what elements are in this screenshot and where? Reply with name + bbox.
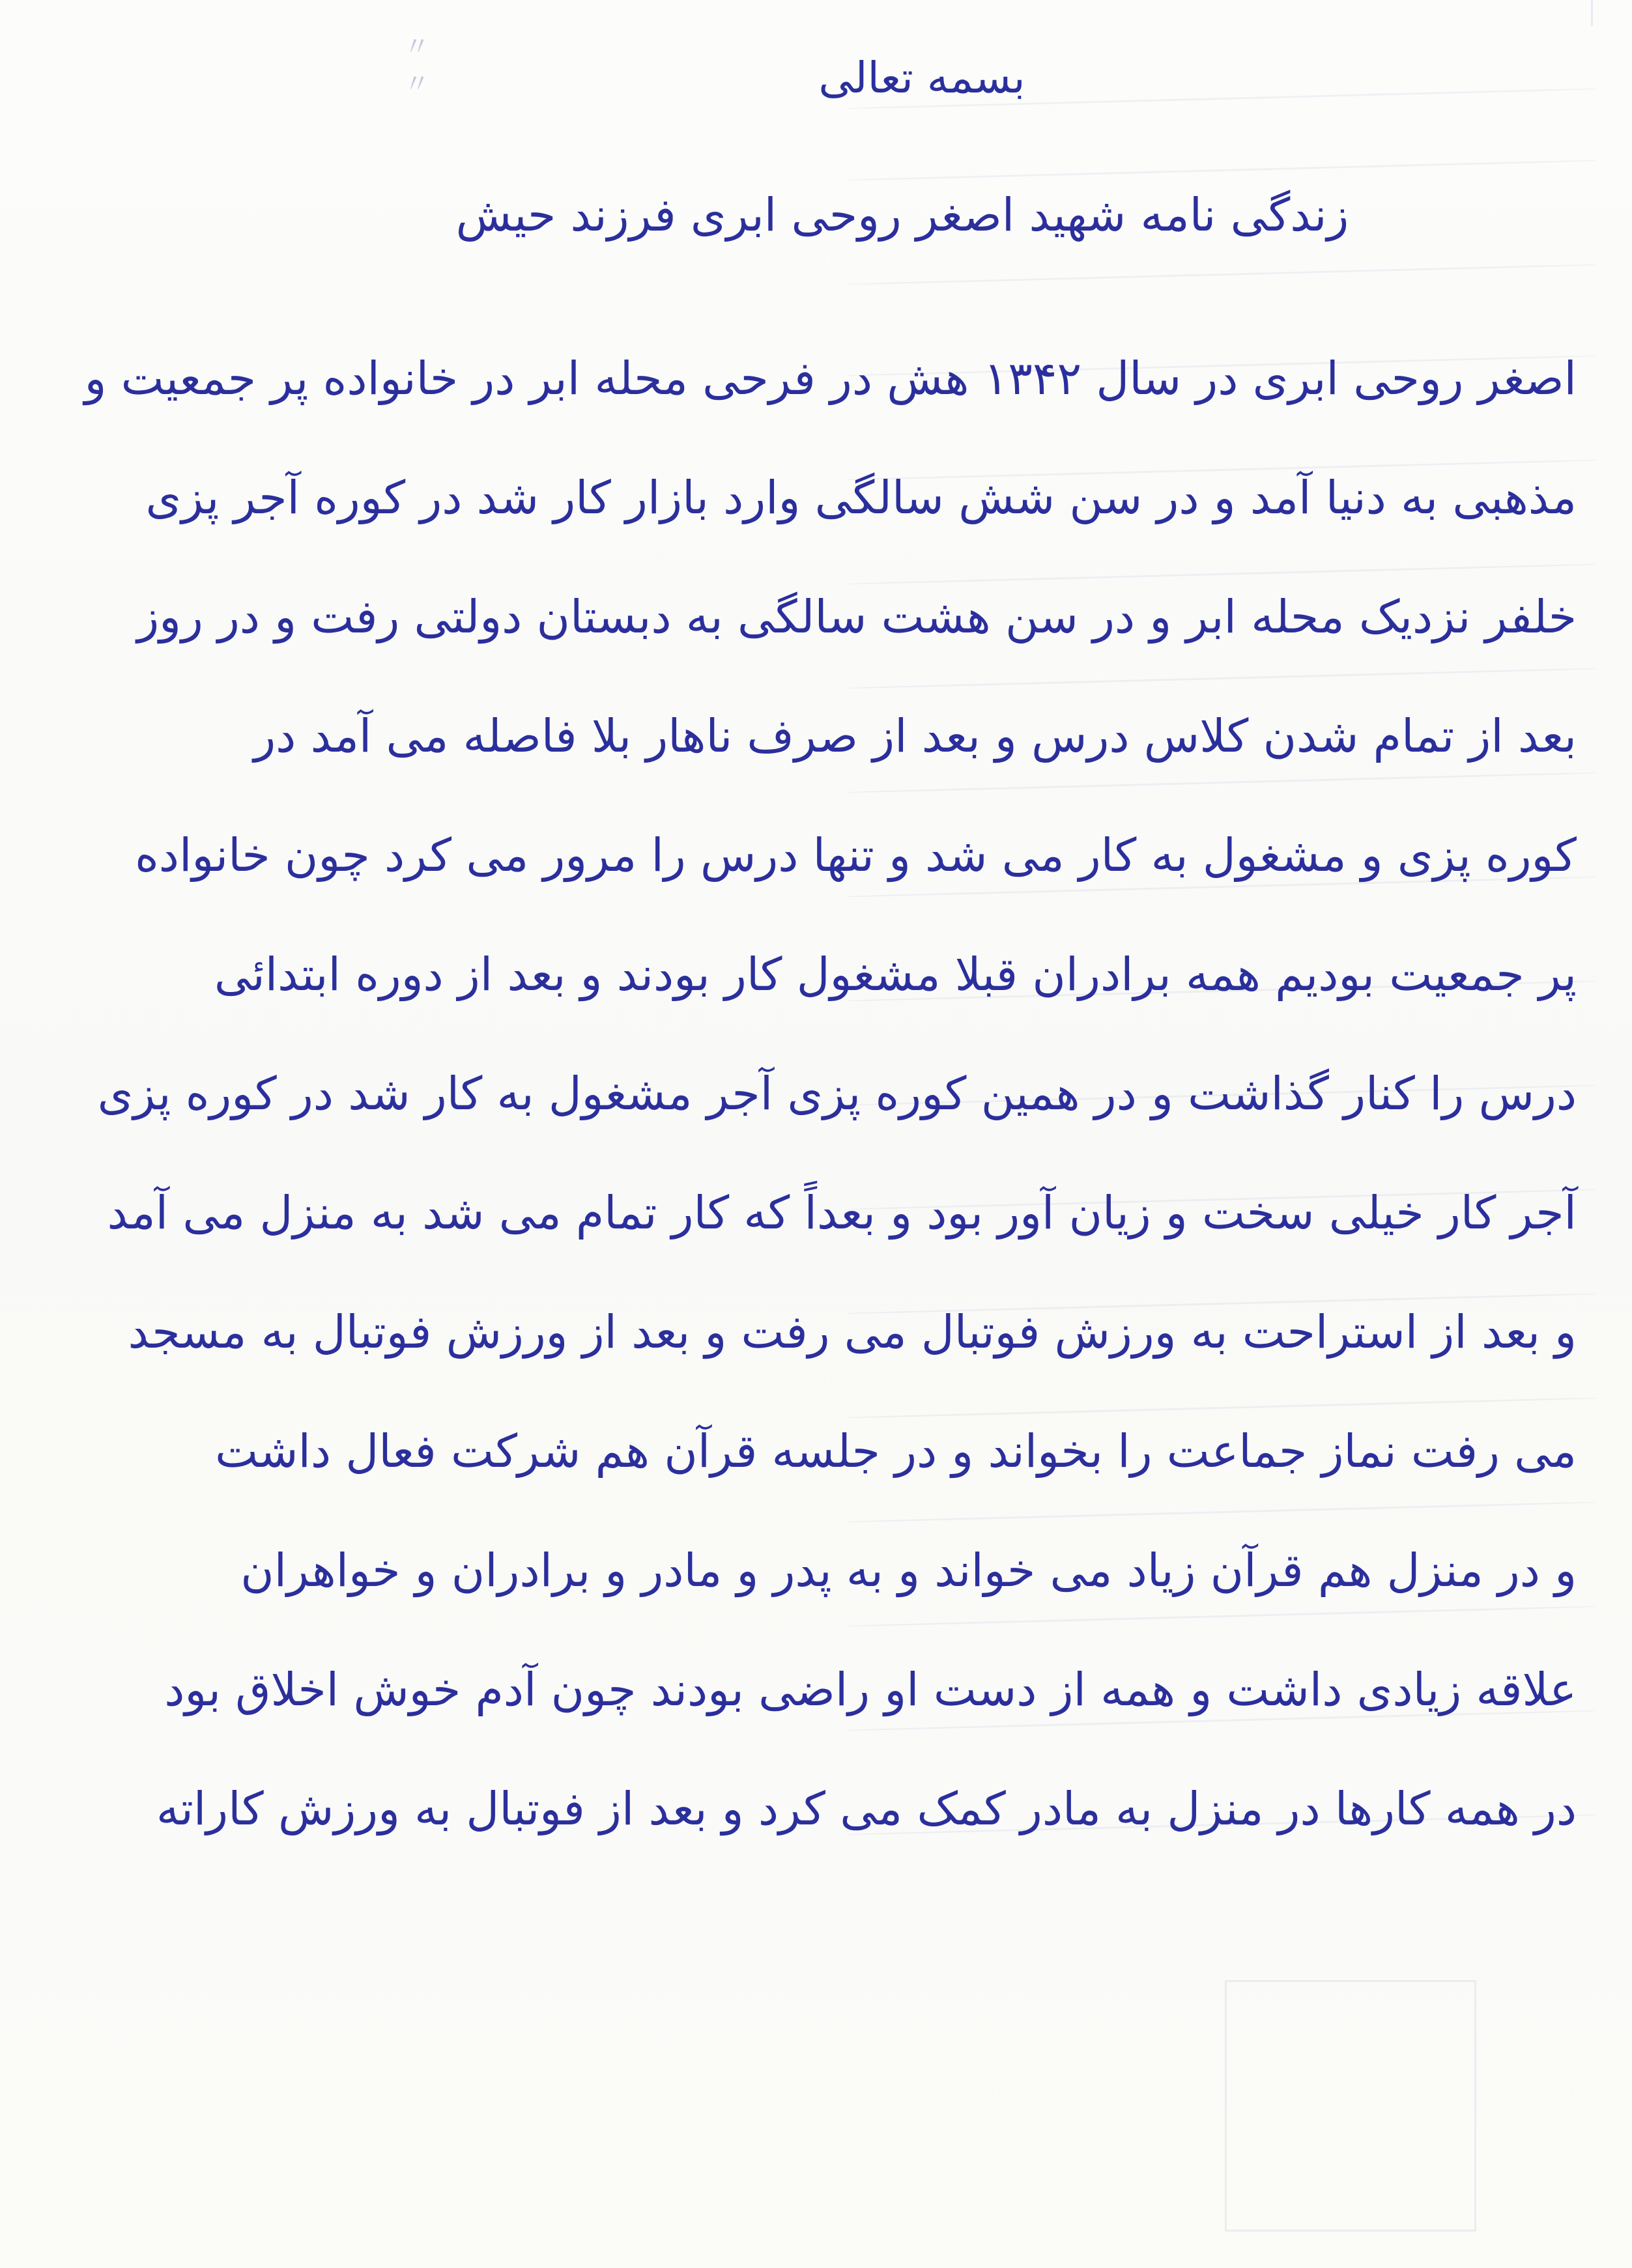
- letter-line: و بعد از استراحت به ورزش فوتبال می رفت و بعد از ورزش فوتبال به مسجد: [128, 1305, 1577, 1359]
- letter-line: و در منزل هم قرآن زیاد می خواند و به پدر و مادر و برادران و خواهران: [240, 1544, 1577, 1597]
- letter-line: پر جمعیت بودیم همه برادران قبلا مشغول کار بودند و بعد از دوره ابتدائی: [214, 948, 1577, 1001]
- letter-line: آجر کار خیلی سخت و زیان آور بود و بعداً که کار تمام می شد به منزل می آمد: [107, 1186, 1577, 1240]
- letter-line: خلفر نزدیک محله ابر و در سن هشت سالگی به دبستان دولتی رفت و در روز: [137, 590, 1577, 644]
- letter-line: درس را کنار گذاشت و در همین کوره پزی آجر مشغول به کار شد در کوره پزی: [97, 1067, 1577, 1120]
- paper-corner-mark: [1591, 0, 1632, 26]
- letter-line: می رفت نماز جماعت را بخواند و در جلسه قرآن هم شرکت فعال داشت: [215, 1425, 1577, 1478]
- faded-stamp-outline: [1225, 1980, 1476, 2232]
- pen-mark: 〃〃: [404, 32, 430, 99]
- bleed-through-line: [847, 264, 1596, 285]
- letter-heading: بسمه تعالی: [818, 53, 1025, 103]
- letter-body: [59, 319, 1577, 1869]
- letter-line: علاقه زیادی داشت و همه از دست او راضی بودند چون آدم خوش اخلاق بود: [164, 1663, 1577, 1716]
- letter-title: زندگی نامه شهید اصغر روحی ابری فرزند حیش: [455, 188, 1349, 242]
- letter-line: مذهبی به دنیا آمد و در سن شش سالگی وارد بازار کار شد در کوره آجر پزی: [145, 471, 1577, 524]
- letter-line: کوره پزی و مشغول به کار می شد و تنها درس را مرور می کرد چون خانواده: [135, 829, 1577, 882]
- letter-line: بعد از تمام شدن کلاس درس و بعد از صرف ناهار بلا فاصله می آمد در: [253, 709, 1577, 763]
- letter-line: اصغر روحی ابری در سال ۱۳۴۲ هش در فرحی محله ابر در خانواده پر جمعیت و: [84, 352, 1577, 405]
- letter-line: در همه کارها در منزل به مادر کمک می کرد و بعد از فوتبال به ورزش کاراته: [156, 1782, 1577, 1836]
